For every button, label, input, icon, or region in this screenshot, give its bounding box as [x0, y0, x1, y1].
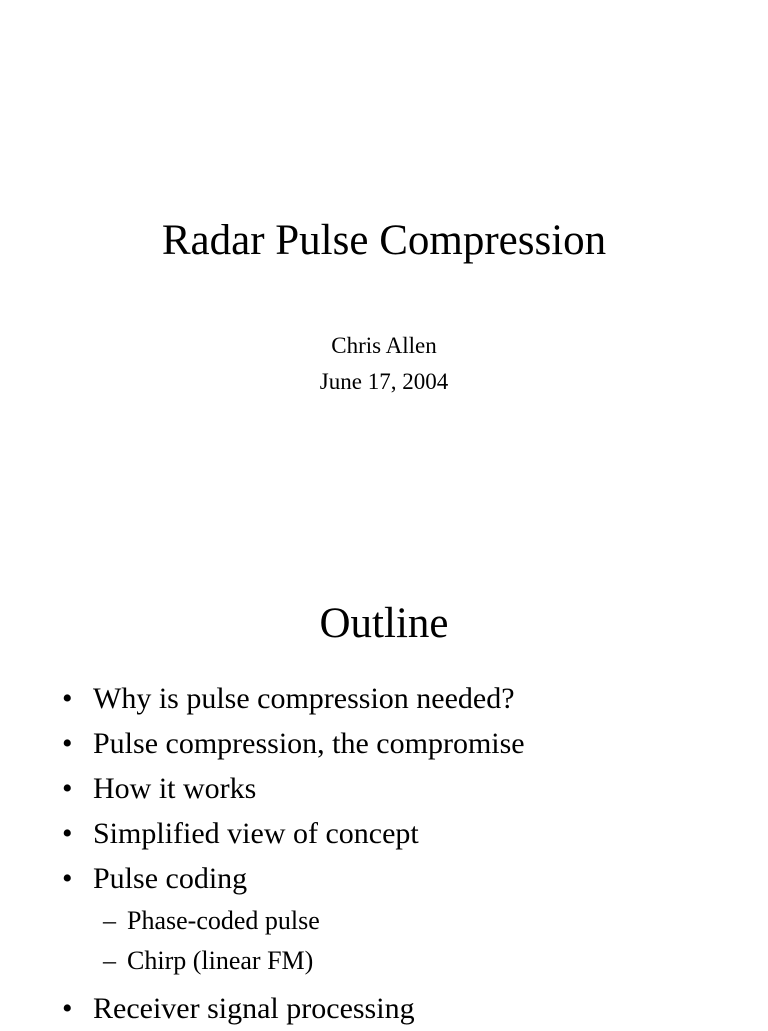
outline-item — [60, 986, 525, 1031]
outline-heading: Outline — [319, 600, 449, 647]
dash-icon: – — [103, 946, 116, 975]
outline-list — [60, 676, 525, 1031]
outline-item-label: Why is pulse compression needed? — [93, 682, 515, 715]
outline-item-label: How it works — [93, 772, 257, 805]
outline-subitem-label: Chirp (linear FM) — [127, 946, 314, 975]
outline-sublist-container — [60, 901, 525, 986]
outline-item — [60, 676, 525, 721]
dash-icon: – — [103, 906, 116, 935]
outline-subitem — [60, 941, 525, 981]
presentation-date: June 17, 2004 — [319, 369, 449, 394]
outline-item-label: Receiver signal processing — [93, 992, 415, 1025]
outline-item-label: Simplified view of concept — [93, 817, 419, 850]
bullet-icon: • — [62, 992, 73, 1025]
outline-item — [60, 721, 525, 766]
bullet-icon: • — [62, 772, 73, 805]
outline-sublist — [60, 901, 525, 981]
outline-subitem — [60, 901, 525, 941]
outline-subitem-label: Phase-coded pulse — [127, 906, 320, 935]
bullet-icon: • — [62, 682, 73, 715]
outline-item-label: Pulse coding — [93, 862, 248, 895]
outline-item — [60, 811, 525, 856]
bullet-icon: • — [62, 862, 73, 895]
outline-item — [60, 856, 525, 901]
bullet-icon: • — [62, 727, 73, 760]
outline-item — [60, 766, 525, 811]
bullet-icon: • — [62, 817, 73, 850]
slide-title: Radar Pulse Compression — [161, 217, 607, 264]
outline-item-label: Pulse compression, the compromise — [93, 727, 525, 760]
author-name: Chris Allen — [331, 333, 437, 358]
